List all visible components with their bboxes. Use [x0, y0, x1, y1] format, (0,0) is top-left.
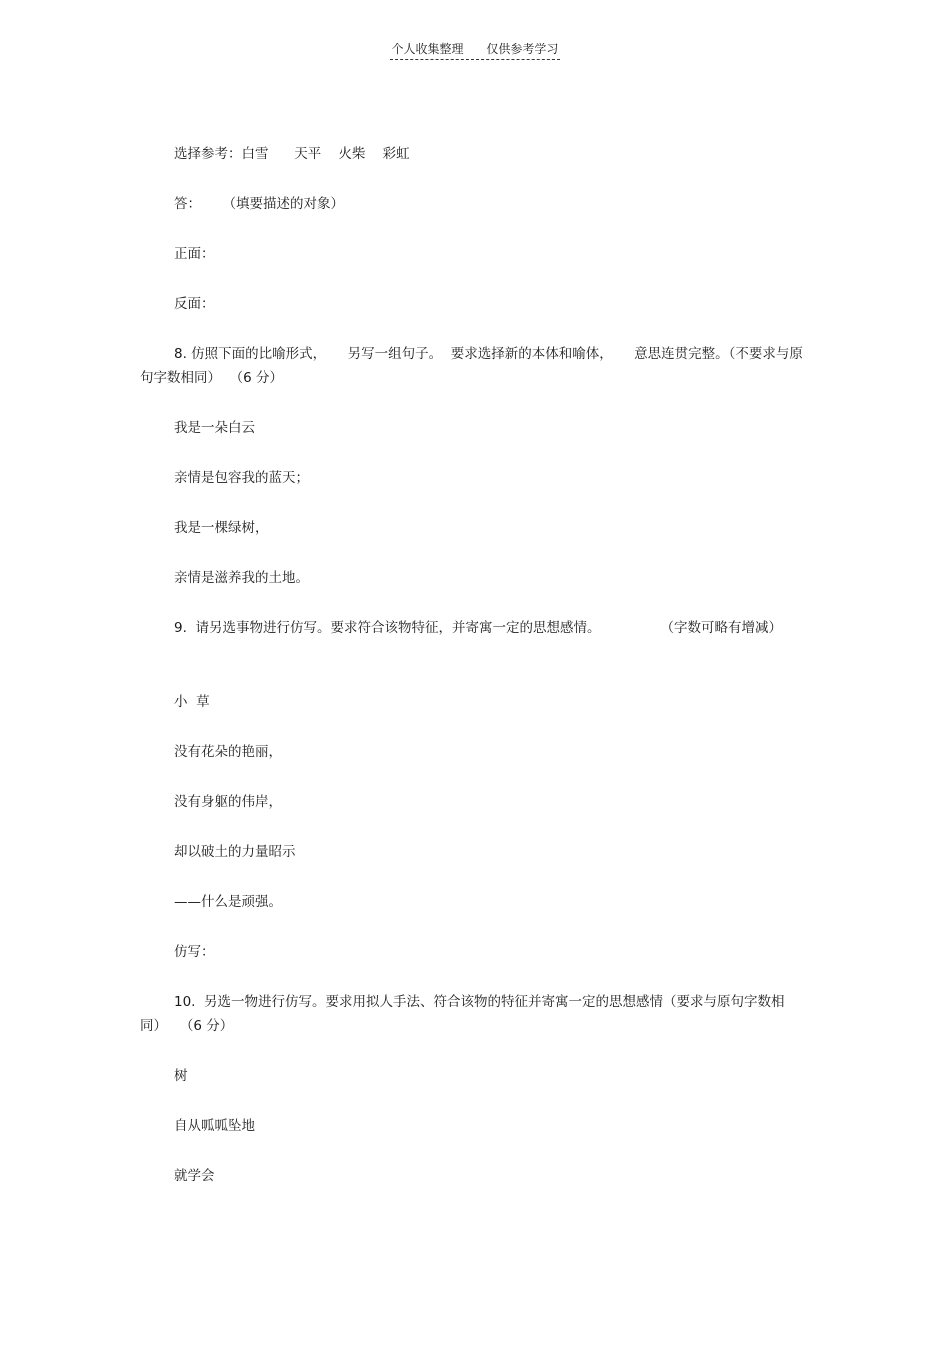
q10-example-title: 树 — [174, 1068, 188, 1084]
q8-example-line-4: 亲情是滋养我的土地。 — [174, 570, 309, 586]
q10-example-line-1: 自从呱呱坠地 — [174, 1118, 255, 1134]
q9-example-line-2: 没有身躯的伟岸， — [174, 794, 282, 810]
question-8: 8. 仿照下面的比喻形式， 另写一组句子。 要求选择新的本体和喻体， 意思连贯完整。（不要求与原句字数相同） （6 分） — [140, 346, 803, 386]
header-text: 个人收集整理 仅供参考学习 — [390, 40, 561, 60]
q8-example-line-3: 我是一棵绿树， — [174, 520, 269, 536]
front-line: 正面： — [174, 246, 215, 262]
q9-example-line-3: 却以破土的力量昭示 — [174, 844, 296, 860]
q9-example-line-4: ——什么是顽强。 — [174, 894, 282, 910]
question-10: 10. 另选一物进行仿写。要求用拟人手法、符合该物的特征并寄寓一定的思想感情（要求与原句字数相同） （6 分） — [140, 994, 785, 1034]
options-line: 选择参考：白雪 天平 火柴 彩虹 — [174, 146, 410, 162]
page-header — [0, 40, 950, 60]
q10-example-line-2: 就学会 — [174, 1168, 215, 1184]
back-line: 反面： — [174, 296, 215, 312]
q9-example-line-1: 没有花朵的艳丽， — [174, 744, 282, 760]
q9-imitate-label: 仿写： — [174, 944, 215, 960]
q9-example-title: 小 草 — [174, 694, 210, 710]
q8-example-line-2: 亲情是包容我的蓝天； — [174, 470, 309, 486]
question-9: 9. 请另选事物进行仿写。要求符合该物特征，并寄寓一定的思想感情。 （字数可略有增减） — [174, 620, 783, 636]
q8-example-line-1: 我是一朵白云 — [174, 420, 255, 436]
answer-line: 答： （填要描述的对象） — [174, 196, 344, 212]
